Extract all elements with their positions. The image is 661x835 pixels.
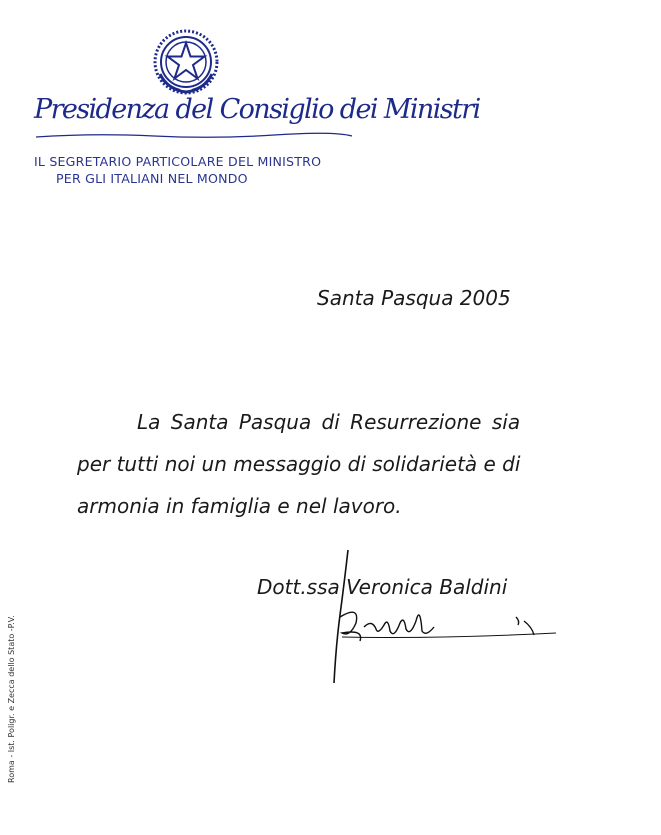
office-name-flourish [34, 131, 354, 141]
italian-republic-emblem-icon [152, 28, 220, 96]
letter-date: Santa Pasqua 2005 [317, 286, 511, 310]
printer-imprint: Roma - Ist. Poligr. e Zecca dello Stato -P.V. [7, 615, 16, 783]
message-line-3: armonia in famiglia e nel lavoro. [77, 494, 402, 518]
letterhead-subtitle-1: IL SEGRETARIO PARTICOLARE DEL MINISTRO [34, 154, 322, 169]
message-line-2: per tutti noi un messaggio di solidarietà e di [77, 452, 521, 476]
letterhead-subtitle-2: PER GLI ITALIANI NEL MONDO [56, 171, 248, 186]
office-name: Presidenza del Consiglio dei Ministri [34, 94, 480, 125]
signatory-name: Dott.ssa Veronica Baldini [257, 575, 508, 599]
handwritten-signature [320, 545, 560, 690]
message-line-1: La Santa Pasqua di Resurrezione sia [137, 410, 521, 434]
